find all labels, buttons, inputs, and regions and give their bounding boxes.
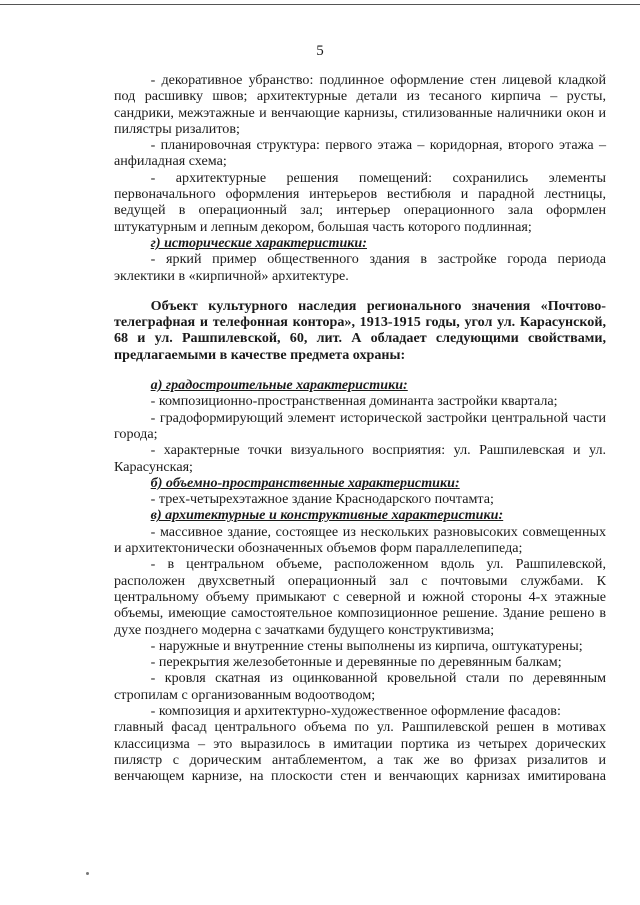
- paragraph-roof: - кровля скатная из оцинкованной кровельной стали по деревянным стропилам с организованным водоотводом;: [114, 670, 606, 703]
- paragraph-visual-points: - характерные точки визуального восприятия: ул. Рашпилевская и ул. Карасунская;: [114, 442, 606, 475]
- paragraph-historical: - яркий пример общественного здания в застройке города периода эклектики в «кирпичной» архитектуре.: [114, 251, 606, 284]
- paragraph-interiors: - архитектурные решения помещений: сохранились элементы первоначального оформления интерьеров вестибюля и парадной лестницы, ведущей в операционный зал; интерьер операционного зала оформлен штукатурным и лепным декором, большая часть которого подлинная;: [114, 169, 606, 235]
- spacer: [114, 284, 606, 298]
- paragraph-decor: - декоративное убранство: подлинное оформление стен лицевой кладкой под расшивку швов; архитектурные детали из тесаного кирпича – русты, сандрики, межэтажные и венчающие карнизы, стилизованные наличники окон и пилястры ризалитов;: [114, 72, 606, 137]
- paragraph-planning: - планировочная структура: первого этажа – коридорная, второго этажа – анфиладная схема;: [114, 137, 606, 170]
- paragraph-building: - трех-четырехэтажное здание Краснодарского почтамта;: [150, 491, 494, 508]
- page-top-border: [0, 4, 640, 5]
- paragraph-facades: - композиция и архитектурно-художественное оформление фасадов:: [150, 702, 561, 719]
- page-number: 5: [316, 43, 324, 59]
- document-body: [114, 72, 606, 784]
- paragraph-massive: - массивное здание, состоящее из нескольких разновысоких совмещенных и архитектонически обозначенных объемов форм параллелепипеда;: [114, 523, 606, 557]
- paragraph-city-forming: - градоформирующий элемент исторической застройки центральной части города;: [114, 409, 606, 442]
- spacer: [114, 363, 606, 377]
- paragraph-main-facade: главный фасад центрального объема по ул. Рашпилевской решен в мотивах классицизма – это выразилось в имитации портика из четырех дорических пилястр с дорическим антаблементом, а так же во фризах ризалитов и венчающем карнизе, на плоскости стен и венчающих карнизах имитирована: [114, 719, 606, 785]
- heading-architecture: в) архитектурные и конструктивные характеристики:: [150, 507, 504, 524]
- heading-historical: г) исторические характеристики:: [150, 234, 367, 251]
- paragraph-floors: - перекрытия железобетонные и деревянные по деревянным балкам;: [150, 654, 562, 671]
- paragraph-walls: - наружные и внутренние стены выполнены из кирпича, оштукатурены;: [150, 637, 583, 654]
- scan-artifact: [86, 872, 89, 875]
- paragraph-central-volume: - в центральном объеме, расположенном вдоль ул. Рашпилевской, расположен двухсветный операционный зал с почтовыми службами. К центральному объему примыкают с северной и южной стороны 4-х этажные объемы, имеющие самостоятельное композиционное решение. Здание решено в духе позднего модерна с зачатками будущего конструктивизма;: [114, 556, 606, 638]
- heading-volume: б) объемно-пространственные характеристики:: [150, 474, 460, 491]
- heading-urban: а) градостроительные характеристики:: [150, 377, 408, 394]
- paragraph-dominant: - композиционно-пространственная доминанта застройки квартала;: [150, 393, 558, 410]
- object-title: Объект культурного наследия регионального значения «Почтово-телеграфная и телефонная контора», 1913-1915 годы, угол ул. Карасунской, 68 и ул. Рашпилевской, 60, лит. А обладает следующими свойствами, предлагаемыми в качестве предмета охраны:: [114, 297, 606, 363]
